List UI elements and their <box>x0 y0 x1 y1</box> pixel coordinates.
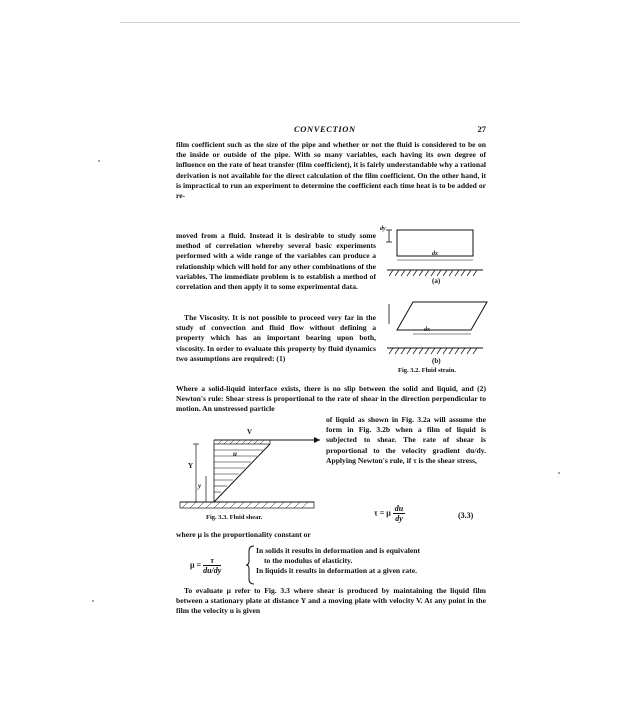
fig-3-2-caption: Fig. 3.2. Fluid strain. <box>398 367 456 374</box>
where-line: where μ is the proportionality constant or <box>176 530 311 539</box>
running-title: CONVECTION <box>294 124 356 134</box>
paragraph-viscosity: The Viscosity. It is not possible to proceed very far in the study of convection and fluid flow without defining a property which has an important bearing upon both, viscosity. In order to evaluate this property by fluid dynamics two assumptions are required: (1) <box>176 313 376 363</box>
fig-3-3-V-label: V <box>247 428 253 436</box>
mu-fraction <box>203 556 221 575</box>
paragraph-4: To evaluate μ refer to Fig. 3.3 where shear is produced by maintaining the liquid film between a stationary plate at distance Y and a moving plate with velocity V. At any point in the film the velocity u is given <box>176 586 486 616</box>
fig-3-2b-dx-label: dx <box>424 327 430 333</box>
scan-edge-line <box>120 22 520 23</box>
mu-case-2: In liquids it results in deformation at a given rate. <box>256 566 418 576</box>
fig-3-2a-dx-label: dx <box>432 251 438 257</box>
fig-3-2a-dy-label: dy <box>380 226 386 232</box>
paragraph-2-cont: Where a solid-liquid interface exists, there is no slip between the solid and liquid, and (2) Newton's rule: Shear stress is proportional to the rate of shear in the direction perpendicular to motion. An unstressed particle <box>176 384 486 414</box>
fig-3-3-Y-label: Y <box>188 462 194 470</box>
scan-speck <box>558 472 560 474</box>
scan-speck <box>98 160 100 162</box>
fig-3-3-caption: Fig. 3.3. Fluid shear. <box>206 514 263 521</box>
paragraph-1: film coefficient such as the size of the pipe and whether or not the fluid is considered to be on the inside or outside of the pipe. With so many variables, each having its own degree of influence on the rate of heat transfer (film coefficient), it is fairly understandable why a rational derivation is not available for the direct calculation of the film coefficient. On the other hand, it is impractical to run an experiment to determine the coefficient each time heat is to be added or re- <box>176 140 486 201</box>
eq-3-3-denominator: dy <box>395 514 403 523</box>
fig-3-3-u-label: u <box>233 450 237 458</box>
mu-lhs: μ = <box>190 560 202 570</box>
fig-3-3-y-label: y <box>198 482 202 490</box>
equation-number: (3.3) <box>458 511 474 520</box>
page-number: 27 <box>477 124 486 134</box>
scan-speck <box>92 600 94 602</box>
mu-definition <box>190 556 221 575</box>
fig-3-2b-diagram <box>383 296 489 358</box>
eq-3-3-fraction <box>393 504 405 523</box>
curly-brace <box>246 545 256 585</box>
mu-numerator: τ <box>203 556 221 566</box>
fig-3-2a-label: (a) <box>432 277 441 285</box>
fig-3-3-diagram <box>174 424 322 514</box>
mu-case-1b: to the modulus of elasticity. <box>264 556 353 566</box>
mu-case-1a: In solids it results in deformation and is equivalent <box>256 546 420 555</box>
eq-3-3-numerator: du <box>394 504 404 513</box>
eq-3-3-lhs: τ = μ <box>374 508 391 518</box>
mu-cases <box>256 546 496 577</box>
fig-3-2b-label: (b) <box>432 357 441 365</box>
paragraph-3: of liquid as shown in Fig. 3.2a will assume the form in Fig. 3.2b when a film of liquid is subjected to shear. The rate of shear is proportional to the velocity gradient du/dy. Applying Newton's rule, if τ is the shear stress, <box>326 415 486 465</box>
equation-3-3 <box>374 504 405 523</box>
paragraph-1-cont: moved from a fluid. Instead it is desirable to study some method of correlation whereby several basic experiments performed with a wide range of the variables can produce a relationship which will hold for any other combinations of the variables. The immediate problem is to establish a method of correlation and then apply it to some experimental data. <box>176 231 376 292</box>
mu-denominator: du/dy <box>203 566 222 575</box>
